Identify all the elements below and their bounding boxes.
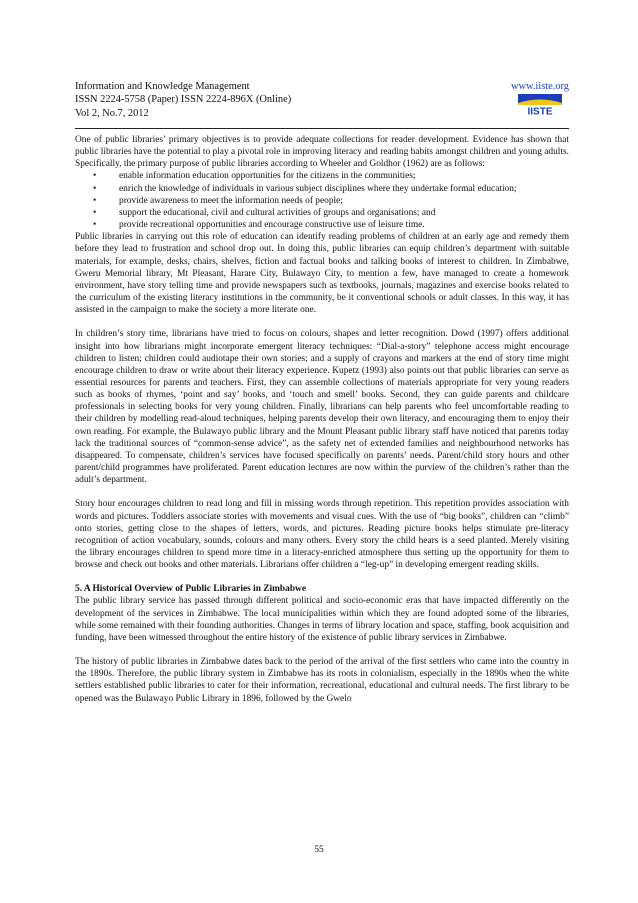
list-item-text: enable information education opportunities for the citizens in the communities; bbox=[119, 171, 416, 182]
section-paragraph: The public library service has passed through different political and socio-economic eras that have impacted differently on the development of the services in Zimbabwe. The local municipalities within which they are found adopted some of the libraries, while some remained with their founding authorities. Changes in terms of library location and space, staffing, book acquisition and funding, have been witnessed throughout the entire history of the existence of public library services in Zimbabwe. bbox=[75, 596, 569, 643]
list-item bbox=[93, 195, 569, 207]
volume-line: Vol 2, No.7, 2012 bbox=[75, 107, 149, 119]
bullet-marker: • bbox=[93, 171, 97, 182]
list-item-text: provide awareness to meet the information needs of people; bbox=[119, 195, 343, 206]
intro-paragraph: One of public libraries’ primary objectives is to provide adequate collections for reader development. Evidence has shown that public libraries have the potential to play a pivotal role in improving literacy and reading habits amongst children and young adults. Specifically, the primary purpose of public libraries according to Wheeler and Goldhor (1962) are as follows: bbox=[75, 135, 569, 170]
body-paragraph: Public libraries in carrying out this role of education can identify reading problems of children at an early age and remedy them before they lead to frustration and school drop out. In doing this, public libraries can equip children’s department with suitable materials, for example, desks, chairs, shelves, fiction and factual books and talking books of interest to children. In Zimbabwe, Gweru Memorial library, Mt Pleasant, Harare City, Bulawayo City, to mention a few, have managed to create a homework environment, have story telling time and provide newspapers such as textbooks, journals, magazines and exercise books related to the curriculum of the existing literacy institutions in the community, be it conventional schools or adult classes. In this way, it has assisted in the campaign to make the society a more literate one. bbox=[75, 232, 569, 316]
list-item bbox=[93, 170, 569, 182]
list-item-text: provide recreational opportunities and encourage constructive use of leisure time. bbox=[119, 220, 425, 231]
iiste-logo bbox=[518, 94, 562, 116]
section-paragraph: The history of public libraries in Zimbabwe dates back to the period of the arrival of the first settlers who came into the country in the 1890s. Therefore, the public library system in Zimbabwe has its roots in colonialism, especially in the 1890s when the white settlers established public libraries to cater for their information, recreational, educational and cultural needs. The first library to be opened was the Bulawayo Public Library in 1896, followed by the Gwelo bbox=[75, 657, 569, 704]
page-number: 55 bbox=[314, 845, 324, 855]
bullet-marker: • bbox=[93, 207, 97, 218]
list-item-text: support the educational, civil and cultural activities of groups and organisations; and bbox=[119, 207, 436, 218]
header-divider bbox=[75, 128, 569, 129]
list-item bbox=[93, 207, 569, 219]
objectives-list bbox=[75, 170, 569, 231]
list-item bbox=[93, 183, 569, 195]
journal-url-link[interactable]: www.iiste.org bbox=[510, 81, 569, 92]
journal-header bbox=[75, 80, 569, 120]
bullet-marker: • bbox=[93, 183, 97, 194]
body-paragraph: In children’s story time, librarians have tried to focus on colours, shapes and letter recognition. Dowd (1997) offers additional insight into how librarians might incorporate emergent literacy techniques: “Dial-a-story” telephone access might encourage children to listen; children could audiotape their own stories; and a supply of crayons and markers at the end of story time might encourage children to draw or write about their literacy experience. Kupetz (1993) also points out that public libraries can serve as essential resources for parents and teachers. First, they can assemble collections of materials appropriate for very young readers such as books of rhymes, ‘point and say’ books, and ‘touch and smell’ books. Second, they can guide parents and childcare professionals in selecting books for very young children. Finally, librarians can help parents who feel uncomfortable reading to their children by modelling read-aloud techniques, helping parents develop their own literacy, and encouraging them to enjoy their own reading. For example, the Bulawayo public library and the Mount Pleasant public library staff have noticed that parents today lack the traditional sources of “common-sense advice”, as the safety net of extended families and neighbourhood networks has disappeared. To compensate, children’s services have focused specifically on parents’ needs. Parent/child story hours and other parent/child programmes have proliferated. Parent education lectures are now within the purview of the children’s rather than the adult’s department. bbox=[75, 329, 569, 486]
section-heading: 5. A Historical Overview of Public Libraries in Zimbabwe bbox=[75, 584, 306, 595]
logo-text: IISTE bbox=[527, 106, 553, 116]
bullet-marker: • bbox=[93, 220, 97, 231]
article-body bbox=[75, 134, 569, 705]
bullet-marker: • bbox=[93, 195, 97, 206]
list-item bbox=[93, 219, 569, 231]
issn-line: ISSN 2224-5758 (Paper) ISSN 2224-896X (Online) bbox=[75, 94, 292, 106]
journal-title: Information and Knowledge Management bbox=[75, 81, 250, 92]
list-item-text: enrich the knowledge of individuals in various subject disciplines where they undertake formal education; bbox=[119, 183, 517, 194]
body-paragraph: Story hour encourages children to read long and fill in missing words through repetition. This repetition provides association with words and pictures. Toddlers associate stories with movements and visual cues. With the use of “big books”, children can “climb” onto stories, getting close to the shapes of letters, words, and pictures. Reading picture books helps stimulate pre-literacy recognition of action vocabulary, sounds, colours and many others. Every story the child hears is a seed planted. Merely visiting the library encourages children to spend more time in a literacy-enriched atmosphere thus setting up the opportunity for them to browse and check out books and other materials. Librarians offer children a “leg-up” in developing emergent reading skills. bbox=[75, 499, 569, 571]
